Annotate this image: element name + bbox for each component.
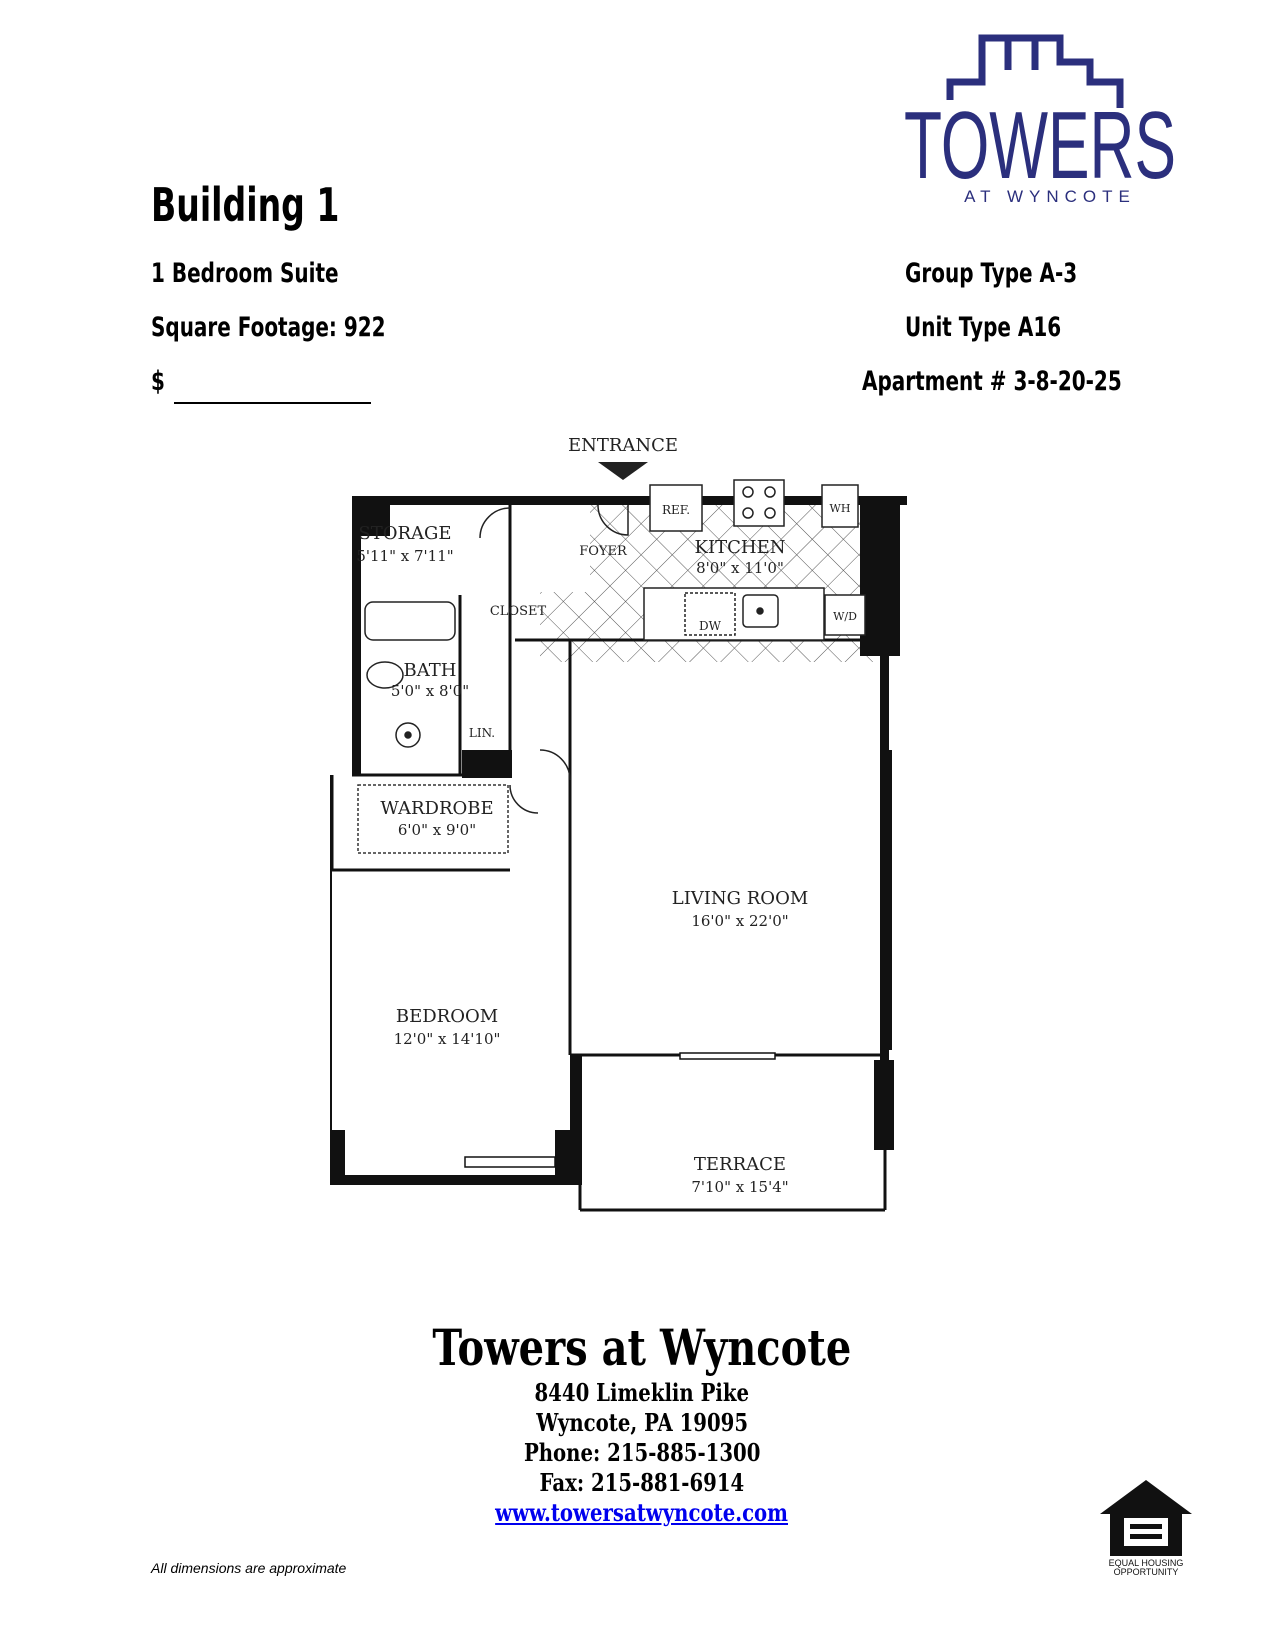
- logo-subtitle: AT WYNCOTE: [964, 187, 1136, 206]
- foyer-name: FOYER: [579, 544, 627, 559]
- entrance-arrow-icon: [598, 462, 648, 480]
- bath-name: BATH: [403, 660, 457, 681]
- entrance-label: ENTRANCE: [567, 435, 679, 456]
- wh-label: WH: [829, 502, 851, 515]
- terrace-size: 7'10" x 15'4": [691, 1178, 789, 1196]
- square-footage: Square Footage: 922: [151, 312, 386, 343]
- living-room-size: 16'0" x 22'0": [691, 912, 789, 930]
- eho-line2: OPPORTUNITY: [1113, 1567, 1179, 1576]
- floor-plan: [330, 430, 960, 1285]
- terrace-door: [680, 1053, 775, 1059]
- footer-phone: Phone: 215-885-1300: [523, 1438, 761, 1467]
- logo-name: TOWERS: [904, 92, 1176, 199]
- closet-name: CLOSET: [489, 604, 547, 619]
- linen-name: LIN.: [468, 726, 496, 740]
- stove: [734, 480, 784, 526]
- unit-type: Unit Type A16: [905, 312, 1062, 343]
- kitchen-size: 8'0" x 11'0": [696, 559, 784, 577]
- bedroom-size: 12'0" x 14'10": [393, 1030, 501, 1048]
- terrace-name: TERRACE: [693, 1154, 787, 1175]
- footer-fax: Fax: 215-881-6914: [539, 1468, 745, 1497]
- bath-size: 5'0" x 8'0": [390, 682, 470, 700]
- footer-website-link[interactable]: www.towersatwyncote.com: [495, 1498, 789, 1527]
- dw-label: DW: [699, 619, 721, 633]
- wardrobe-name: WARDROBE: [380, 798, 494, 819]
- kitchen-name: KITCHEN: [694, 537, 786, 558]
- price-blank-line: [174, 402, 371, 404]
- storage-name: STORAGE: [358, 523, 452, 544]
- bathtub: [365, 602, 455, 640]
- wardrobe-size: 6'0" x 9'0": [397, 821, 477, 839]
- equal-housing-opportunity-icon: [1098, 1478, 1194, 1576]
- price-symbol: $: [151, 366, 165, 397]
- towers-logo: [880, 30, 1200, 210]
- ref-label: REF.: [661, 503, 691, 517]
- eho-line1: EQUAL HOUSING: [1108, 1558, 1184, 1568]
- bedroom-window: [465, 1157, 555, 1167]
- suite-type: 1 Bedroom Suite: [151, 258, 339, 289]
- footer-company-name: Towers at Wyncote: [432, 1318, 852, 1377]
- footer-address-line2: Wyncote, PA 19095: [536, 1408, 748, 1437]
- group-type: Group Type A-3: [905, 258, 1078, 289]
- apartment-number: Apartment # 3-8-20-25: [862, 366, 1122, 397]
- storage-size: 5'11" x 7'11": [356, 547, 454, 565]
- bedroom-name: BEDROOM: [395, 1006, 499, 1027]
- living-room-name: LIVING ROOM: [671, 888, 809, 909]
- dimensions-disclaimer: All dimensions are approximate: [151, 1560, 347, 1576]
- wardrobe-rail: [358, 785, 508, 853]
- footer-address-line1: 8440 Limeklin Pike: [534, 1378, 750, 1407]
- building-title: Building 1: [151, 178, 340, 232]
- wd-label: W/D: [833, 610, 857, 623]
